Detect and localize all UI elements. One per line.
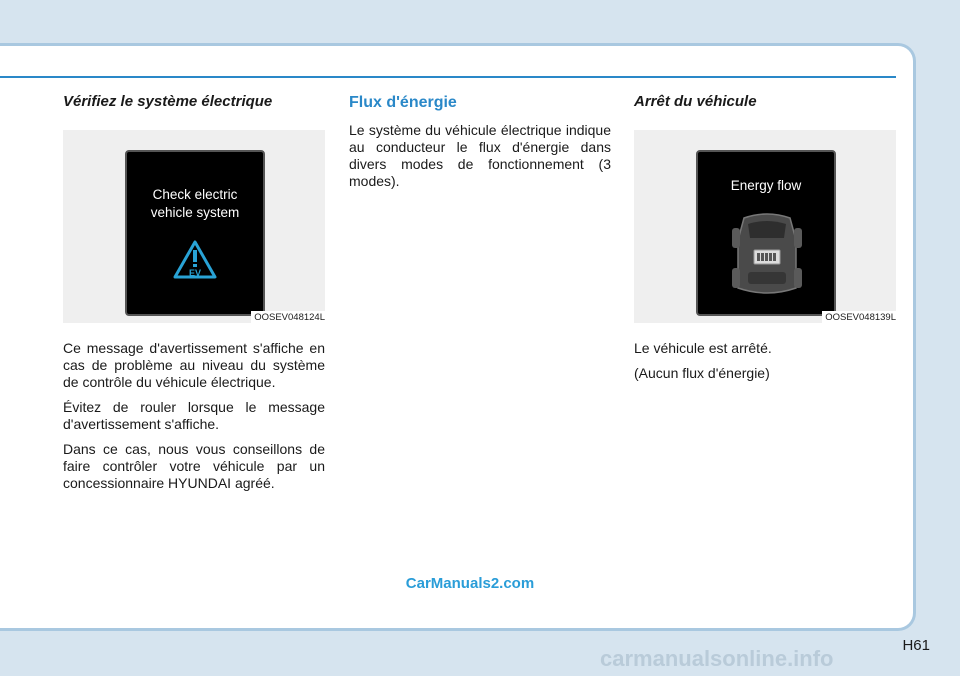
paragraph-1: Le véhicule est arrêté. bbox=[634, 340, 772, 356]
screen-title: Energy flow bbox=[730, 178, 802, 193]
page-number: H61 bbox=[902, 637, 930, 654]
footer-watermark: carmanualsonline.info bbox=[600, 646, 834, 671]
column-check-system bbox=[63, 92, 325, 500]
column-energy-flow bbox=[349, 92, 611, 198]
ev-badge-text: EV bbox=[188, 268, 202, 278]
column-vehicle-stop bbox=[634, 92, 896, 390]
car-top-view-icon bbox=[730, 210, 804, 300]
cluster-screen bbox=[696, 150, 836, 316]
heading-check-system: Vérifiez le système électrique bbox=[63, 93, 273, 110]
figure-energy-flow bbox=[634, 130, 896, 323]
figure-code: OOSEV048124L bbox=[251, 311, 325, 323]
watermark-link[interactable]: CarManuals2.com bbox=[405, 575, 535, 592]
screen-line-1: Check electric bbox=[152, 187, 238, 202]
paragraph-1: Ce message d'avertissement s'affiche en cas de problème au niveau du système de contrôle du véhicule électrique. bbox=[63, 340, 325, 390]
heading-energy-flow: Flux d'énergie bbox=[349, 94, 457, 111]
paragraph-2: Évitez de rouler lorsque le message d'avertissement s'affiche. bbox=[63, 399, 325, 432]
screen-line-2: vehicle system bbox=[150, 205, 240, 220]
top-rule bbox=[0, 76, 896, 78]
cluster-screen bbox=[125, 150, 265, 316]
paragraph-2: (Aucun flux d'énergie) bbox=[634, 365, 770, 381]
ev-warning-icon bbox=[173, 240, 217, 280]
figure-check-system bbox=[63, 130, 325, 323]
figure-code: OOSEV048139L bbox=[822, 311, 896, 323]
paragraph-energy-flow: Le système du véhicule électrique indique au conducteur le flux d'énergie dans divers modes de fonctionnement (3 modes). bbox=[349, 122, 611, 189]
screen-message bbox=[127, 186, 263, 222]
paragraph-3: Dans ce cas, nous vous conseillons de faire contrôler votre véhicule par un concessionnaire HYUNDAI agréé. bbox=[63, 441, 325, 491]
heading-vehicle-stop: Arrêt du véhicule bbox=[634, 93, 757, 110]
